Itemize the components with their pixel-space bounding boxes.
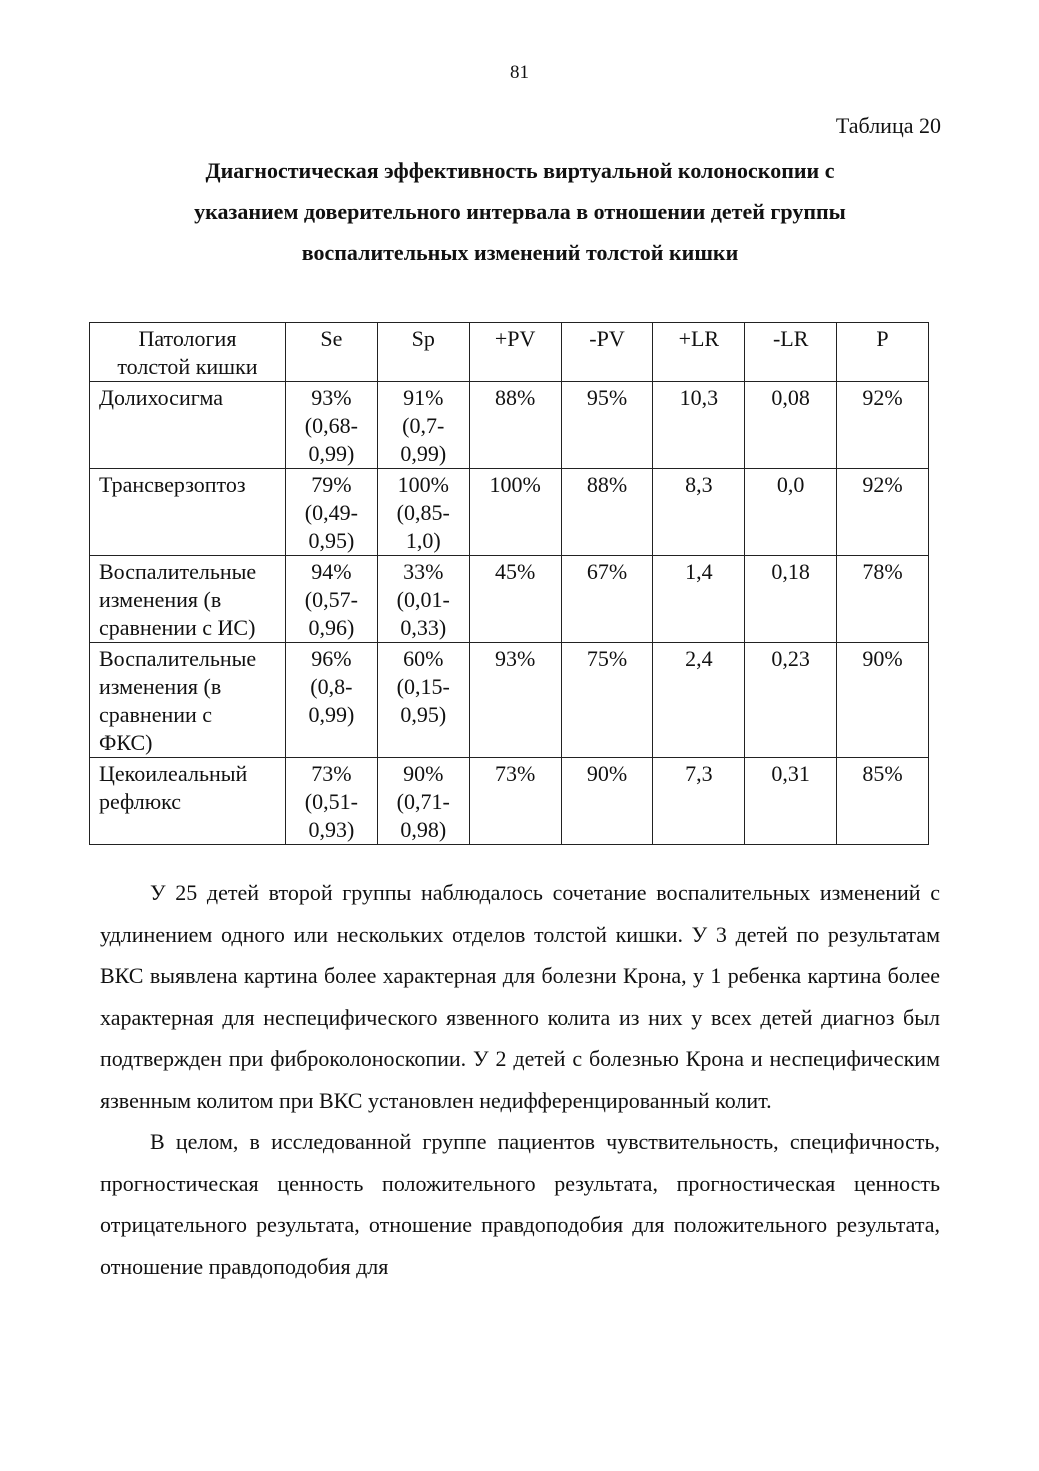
header-ppv: +PV — [469, 323, 561, 382]
cell-npv: 75% — [561, 643, 653, 758]
header-sp: Sp — [377, 323, 469, 382]
table-row — [90, 556, 929, 643]
cell-sp — [377, 556, 469, 643]
se-ci-low: (0,68- — [304, 413, 358, 438]
sp-ci-high: 1,0) — [405, 528, 441, 553]
cell-p: 85% — [837, 758, 929, 845]
header-npv: -PV — [561, 323, 653, 382]
sp-ci-high: 0,99) — [400, 441, 447, 466]
cell-nlr: 0,23 — [745, 643, 837, 758]
table-row — [90, 643, 929, 758]
cell-sp — [377, 643, 469, 758]
sp-ci-low: (0,01- — [396, 587, 450, 612]
paragraph: В целом, в исследованной группе пациентов чувствительность, специфичность, прогностическая ценность положительного результата, прогностическая ценность отрицательного результата, отношение правдоподобия для положительного результата, отношение правдоподобия для — [100, 1129, 940, 1279]
table-header-row — [90, 323, 929, 382]
cell-plr: 7,3 — [653, 758, 745, 845]
sp-ci-low: (0,15- — [396, 674, 450, 699]
cell-se — [285, 469, 377, 556]
cell-sp — [377, 469, 469, 556]
diagnostic-efficiency-table — [89, 322, 929, 845]
row-pathology — [90, 469, 286, 556]
caption-line: Диагностическая эффективность виртуальной колоноскопии с — [205, 158, 835, 183]
cell-ppv: 73% — [469, 758, 561, 845]
se-ci-low: (0,8- — [310, 674, 353, 699]
caption-line: воспалительных изменений толстой кишки — [301, 240, 739, 265]
sp-value: 60% — [403, 646, 444, 671]
header-line: толстой кишки — [117, 354, 258, 379]
sp-ci-low: (0,71- — [396, 789, 450, 814]
pathology-line: Трансверзоптоз — [99, 472, 246, 497]
cell-se — [285, 556, 377, 643]
cell-plr: 8,3 — [653, 469, 745, 556]
sp-ci-low: (0,7- — [402, 413, 445, 438]
pathology-line: Цекоилеальный — [99, 761, 248, 786]
page-number: 81 — [510, 62, 529, 83]
cell-se — [285, 758, 377, 845]
se-ci-high: 0,95) — [308, 528, 355, 553]
se-value: 93% — [311, 385, 352, 410]
cell-npv: 67% — [561, 556, 653, 643]
body-text — [100, 872, 940, 1287]
cell-ppv: 45% — [469, 556, 561, 643]
cell-npv: 95% — [561, 382, 653, 469]
se-ci-low: (0,51- — [304, 789, 358, 814]
cell-p: 92% — [837, 382, 929, 469]
se-ci-low: (0,49- — [304, 500, 358, 525]
se-ci-high: 0,96) — [308, 615, 355, 640]
caption-line: указанием доверительного интервала в отношении детей группы — [194, 199, 846, 224]
pathology-line: изменения (в — [99, 674, 222, 699]
cell-nlr: 0,08 — [745, 382, 837, 469]
se-ci-high: 0,93) — [308, 817, 355, 842]
header-se: Se — [285, 323, 377, 382]
se-value: 94% — [311, 559, 352, 584]
pathology-line: Воспалительные — [99, 559, 257, 584]
cell-se — [285, 643, 377, 758]
sp-ci-high: 0,95) — [400, 702, 447, 727]
se-ci-high: 0,99) — [308, 702, 355, 727]
cell-nlr: 0,18 — [745, 556, 837, 643]
sp-value: 91% — [403, 385, 444, 410]
cell-p: 78% — [837, 556, 929, 643]
paragraph: У 25 детей второй группы наблюдалось сочетание воспалительных изменений с удлинением одного или нескольких отделов толстой кишки. У 3 детей по результатам ВКС выявлена картина более характерная для болезни Крона, у 1 ребенка картина более характерная для неспецифического язвенного колита из них у всех детей диагноз был подтвержден при фиброколоноскопии. У 2 детей с болезнью Крона и неспецифическим язвенным колитом при ВКС установлен недифференцированный колит. — [100, 880, 940, 1113]
table-caption — [100, 150, 940, 273]
cell-sp — [377, 382, 469, 469]
sp-value: 90% — [403, 761, 444, 786]
pathology-line: ФКС) — [99, 730, 153, 755]
header-line: Патология — [138, 326, 237, 351]
cell-npv: 90% — [561, 758, 653, 845]
sp-ci-high: 0,33) — [400, 615, 447, 640]
cell-plr: 2,4 — [653, 643, 745, 758]
pathology-line: изменения (в — [99, 587, 222, 612]
pathology-line: сравнении с ИС) — [99, 615, 256, 640]
sp-ci-high: 0,98) — [400, 817, 447, 842]
se-ci-high: 0,99) — [308, 441, 355, 466]
cell-nlr: 0,0 — [745, 469, 837, 556]
cell-ppv: 93% — [469, 643, 561, 758]
header-p: P — [837, 323, 929, 382]
header-nlr: -LR — [745, 323, 837, 382]
pathology-line: сравнении с — [99, 702, 213, 727]
se-value: 79% — [311, 472, 352, 497]
sp-value: 100% — [397, 472, 449, 497]
table-row — [90, 758, 929, 845]
sp-ci-low: (0,85- — [396, 500, 450, 525]
cell-se — [285, 382, 377, 469]
header-pathology — [90, 323, 286, 382]
cell-ppv: 100% — [469, 469, 561, 556]
pathology-line: Долихосигма — [99, 385, 223, 410]
cell-p: 92% — [837, 469, 929, 556]
cell-plr: 10,3 — [653, 382, 745, 469]
pathology-line: рефлюкс — [99, 789, 182, 814]
se-value: 73% — [311, 761, 352, 786]
cell-p: 90% — [837, 643, 929, 758]
se-value: 96% — [311, 646, 352, 671]
cell-sp — [377, 758, 469, 845]
row-pathology — [90, 382, 286, 469]
table-row — [90, 469, 929, 556]
cell-plr: 1,4 — [653, 556, 745, 643]
cell-npv: 88% — [561, 469, 653, 556]
cell-nlr: 0,31 — [745, 758, 837, 845]
se-ci-low: (0,57- — [304, 587, 358, 612]
sp-value: 33% — [403, 559, 444, 584]
table-row — [90, 382, 929, 469]
header-plr: +LR — [653, 323, 745, 382]
row-pathology — [90, 643, 286, 758]
cell-ppv: 88% — [469, 382, 561, 469]
table-label: Таблица 20 — [835, 113, 941, 138]
row-pathology — [90, 758, 286, 845]
row-pathology — [90, 556, 286, 643]
pathology-line: Воспалительные — [99, 646, 257, 671]
